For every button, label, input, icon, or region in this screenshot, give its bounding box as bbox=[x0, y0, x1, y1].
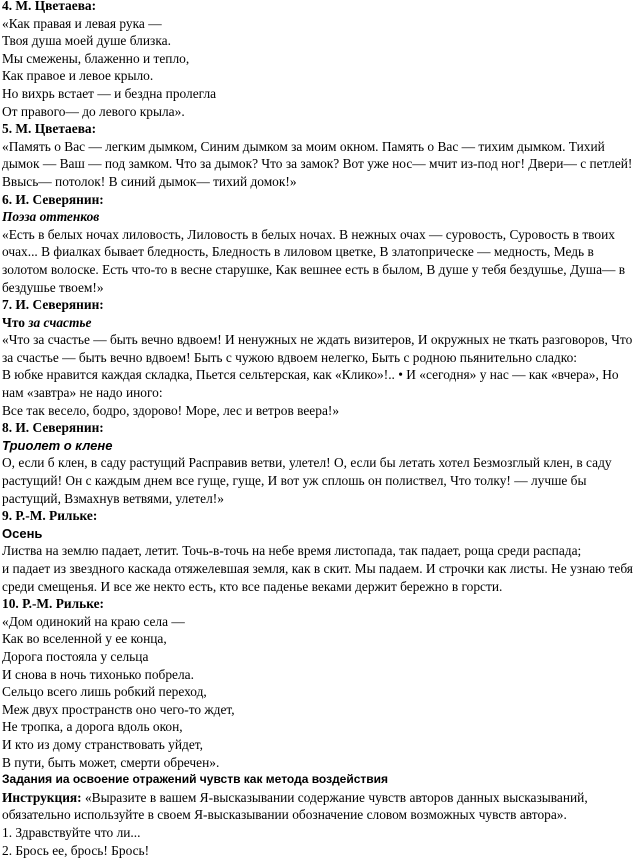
section-heading: 4. М. Цветаева: bbox=[2, 0, 97, 13]
section-7 bbox=[2, 296, 633, 419]
section-10 bbox=[2, 595, 620, 771]
section-heading: 7. И. Северянин: bbox=[2, 297, 104, 313]
text-line: очах... В фиалках бывает бледность, Бледность в лиловом цветке, В златоприческе — медность, Медь в bbox=[2, 244, 594, 260]
poem-line: И кто из дому странствовать уйдет, bbox=[2, 736, 203, 752]
section-heading: 8. И. Северянин: bbox=[2, 420, 104, 436]
poem-line: От правого— до левого крыла». bbox=[2, 103, 185, 119]
text-line: Листва на землю падает, летит. Точь-в-точь на небе время листопада, так падает, роща среди распада; bbox=[2, 543, 582, 559]
instruction-line: обязательно используйте в своем Я-высказывании обозначение словом возможных чувств автора». bbox=[2, 807, 567, 823]
text-line: растущий, Взмахнув ветвями, улетел!» bbox=[2, 490, 224, 506]
section-heading: 9. Р.-М. Рильке: bbox=[2, 508, 98, 524]
task-section bbox=[2, 771, 620, 859]
poem-title-plain: Что bbox=[2, 314, 29, 330]
poem-line: «Дом одинокий на краю села — bbox=[2, 613, 185, 629]
poem-line: Твоя душа моей душе близка. bbox=[2, 33, 171, 49]
section-4 bbox=[2, 0, 620, 120]
text-line: В юбке нравится каждая складка, Пьется сельтерская, как «Клико»!.. • И «сегодня» у нас — как «вчера», Но bbox=[2, 367, 619, 383]
poem-line: Мы смежены, блаженно и тепло, bbox=[2, 50, 190, 66]
text-line: «Что за счастье — быть вечно вдвоем! И ненужных не ждать визитеров, И окружных не ткать разговоров, Что bbox=[2, 332, 633, 348]
poem-line: Как правое и левое крыло. bbox=[2, 68, 154, 84]
text-line: О, если б клен, в саду растущий Расправив ветви, улетел! О, если бы летать хотел Безмозглый клен, в саду bbox=[2, 455, 612, 471]
poem-line: «Как правая и левая рука — bbox=[2, 15, 162, 31]
poem-line: Меж двух пространств оно чего-то ждет, bbox=[2, 701, 235, 717]
instruction-label: Инструкция: bbox=[2, 789, 82, 805]
text-line: «Есть в белых ночах лиловость, Лиловость в белых ночах. В нежных очах — суровость, Суровость в твоих bbox=[2, 226, 615, 242]
text-line: нам «завтра» не надо иного: bbox=[2, 385, 163, 401]
text-line: среди смещенья. И все же некто есть, кто все паденье веками держит бережно в горсти. bbox=[2, 578, 503, 594]
poem-line: И снова в ночь тихонько побрела. bbox=[2, 666, 194, 682]
text-line: Ввысь— потолок! В синий дымок— тихий домок!» bbox=[2, 173, 297, 189]
poem-title: Поэза оттенков bbox=[2, 209, 100, 225]
section-9 bbox=[2, 507, 633, 595]
section-6 bbox=[2, 191, 626, 297]
text-line: растущий! Он с каждым днем все гуще, гуще, И вот уж сплошь он полиствел, Что толку! — лучше бы bbox=[2, 473, 587, 489]
section-heading: 5. М. Цветаева: bbox=[2, 121, 97, 137]
text-line: бездушье твоем!» bbox=[2, 279, 104, 295]
section-8 bbox=[2, 419, 620, 507]
text-line: и падает из звездного каскада отяжелевшая земля, как в скит. Мы падаем. И строчки как листы. Не узнаю тебя bbox=[2, 561, 633, 576]
poem-line: В пути, быть может, смерти обречен». bbox=[2, 754, 220, 770]
section-heading: 6. И. Северянин: bbox=[2, 191, 104, 207]
poem-line: Но вихрь встает — и бездна пролегла bbox=[2, 85, 217, 101]
task-item: 1. Здравствуйте что ли... bbox=[2, 824, 141, 840]
text-line: Все так весело, бодро, здорово! Море, лес и ветров веера!» bbox=[2, 402, 340, 418]
section-5 bbox=[2, 120, 633, 190]
text-line: дымок — Ваш — под замком. Что за дымок? Что за замок? Вот уже нос— мчит из-под ног! Двери— с петлей! bbox=[2, 156, 633, 172]
poem-line: Дорога постояла у сельца bbox=[2, 648, 149, 664]
poem-title: Осень bbox=[2, 525, 43, 541]
instruction-line bbox=[2, 789, 620, 807]
poem-line: Как во вселенной у ее конца, bbox=[2, 631, 167, 647]
text-line: золотом волоске. Есть что-то в весне старушке, Как вешнее есть в былом, В душе у тебя бездушье, Душа— в bbox=[2, 261, 626, 277]
poem-line: Не тропка, а дорога вдоль окон, bbox=[2, 719, 183, 735]
poem-title: Триолет о клене bbox=[2, 437, 113, 453]
text-line: «Память о Вас — легким дымком, Синим дымком за моим окном. Память о Вас — тихим дымком. Тихий bbox=[2, 138, 605, 154]
section-heading: 10. Р.-М. Рильке: bbox=[2, 596, 105, 612]
poem-title bbox=[2, 314, 620, 332]
task-item: 2. Брось ее, брось! Брось! bbox=[2, 842, 150, 858]
poem-title-italic: за счастье bbox=[28, 314, 92, 330]
task-heading: Задания иа освоение отражений чувств как метода воздействия bbox=[2, 772, 389, 787]
poem-line: Сельцо всего лишь робкий переход, bbox=[2, 684, 207, 700]
instruction-text: «Выразите в вашем Я-высказывании содержание чувств авторов данных высказываний, bbox=[81, 789, 588, 805]
text-line: за счастье — быть вечно вдвоем! Быть с чужою вдвоем нелегко, Быть с родною пьянительно сладко: bbox=[2, 349, 577, 365]
